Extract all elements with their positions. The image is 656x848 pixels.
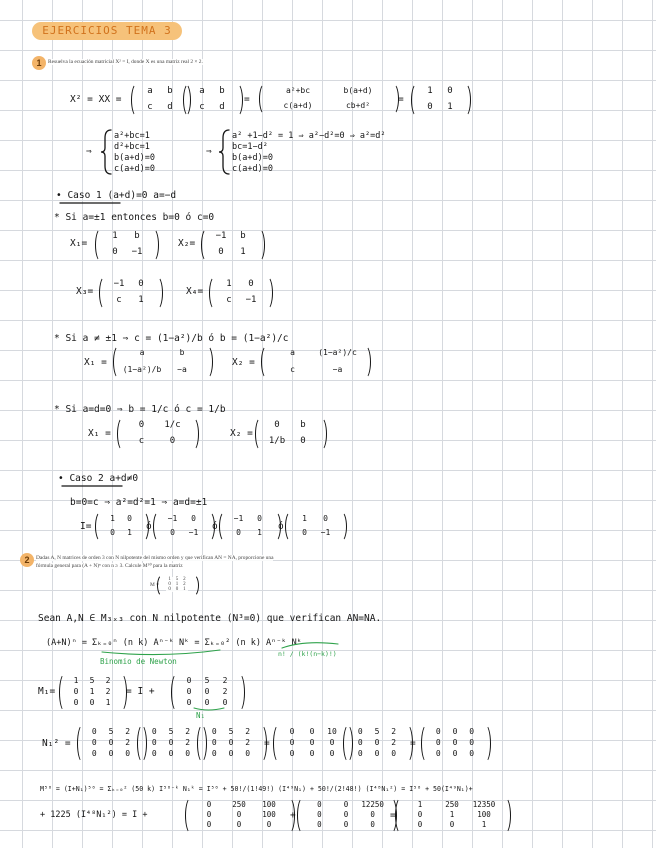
matrix-cell: 0: [206, 810, 212, 819]
m1-eq: = I +: [126, 686, 155, 697]
system-1: a²+bc=1 d²+bc=1 b(a+d)=0 c(a+d)=0: [114, 131, 155, 174]
paren-left: [343, 724, 355, 763]
paren-right: [147, 228, 159, 262]
matrix-cell: 0: [168, 749, 174, 758]
matrix-cell: (1−a²)/c: [318, 348, 357, 357]
matrix-cell: 0: [343, 810, 349, 819]
matrix-cell: 0: [374, 738, 380, 747]
binomial-fraction-underline: [282, 643, 338, 648]
matrix-cell: 0: [452, 738, 458, 747]
matrix-cell: 1: [112, 231, 118, 241]
matrix-cell: 2: [105, 676, 111, 685]
label-x1: X₁=: [70, 238, 88, 249]
matrix-cell: 0: [309, 749, 315, 758]
matrix-cell: 0: [370, 820, 375, 829]
matrix-cell: 1: [105, 698, 111, 707]
matrix-cell: 0: [435, 738, 441, 747]
matrix-cell: 0: [228, 738, 234, 747]
paren-left: [153, 511, 165, 542]
matrix-cell: c: [116, 295, 122, 305]
matrix-cell: 0: [452, 727, 458, 736]
paren-left: [209, 276, 221, 310]
paren-left: [95, 228, 107, 262]
matrix-cell: 1/c: [164, 420, 181, 430]
matrix-cell: 0: [300, 436, 306, 446]
n1-eq-2: =: [410, 738, 416, 749]
paren-left: [95, 511, 107, 542]
matrix-cell: 0: [248, 279, 254, 289]
matrix-cell: 0: [191, 514, 196, 523]
matrix-cell: b: [179, 348, 185, 357]
matrix-cell: d: [219, 102, 225, 112]
matrix-cell: b: [134, 231, 140, 241]
matrix-cell: 0: [357, 749, 363, 758]
matrix-cell: 1: [302, 514, 307, 523]
label-x4: X₄=: [186, 286, 204, 297]
matrix-cell: 1: [183, 587, 186, 592]
matrix-cell: 0: [73, 698, 79, 707]
statement-matrix-label: M =: [150, 582, 160, 588]
matrix-cell: 0: [435, 749, 441, 758]
matrix-cell: 2: [245, 727, 251, 736]
n1-underline: [194, 708, 224, 710]
matrix-cell: 0: [186, 687, 192, 696]
case-2-result: b=0=c ⇒ a²=d²=1 ⇒ a=d=±1: [70, 497, 208, 508]
paren-right: [187, 417, 199, 451]
binomial-formula: (A+N)ⁿ = Σₖ₌₀ⁿ (n k) Aⁿ⁻ᵏ Nᵏ = Σₖ₌₀² (n k) Aⁿ⁻ᵏ Nᵏ: [46, 638, 302, 648]
matrix-cell: 12250: [361, 800, 384, 809]
matrix-cell: 1: [257, 528, 262, 537]
matrix-cell: 0: [236, 820, 242, 829]
matrix-cell: 1: [175, 582, 179, 587]
matrix-cell: 5: [228, 727, 234, 736]
matrix-cell: 0: [417, 820, 423, 829]
matrix-cell: 1: [226, 279, 232, 289]
label-x6: X₂ =: [232, 357, 255, 368]
matrix-cell: 0: [175, 587, 179, 592]
paren-left: [157, 574, 169, 597]
brace-system-1: [101, 130, 111, 174]
matrix-cell: 2: [245, 738, 251, 747]
matrix-cell: 0: [343, 820, 349, 829]
matrix-cell: 2: [125, 738, 131, 747]
matrix-cell: 0: [370, 810, 375, 819]
matrix-cell: 1/b: [268, 436, 286, 446]
paren-left: [219, 511, 231, 542]
matrix-cell: 1: [168, 577, 171, 582]
eq-sign-1: =: [244, 94, 250, 105]
matrix-cell: 0: [309, 738, 315, 747]
paren-left: [99, 276, 111, 310]
paren-left: [59, 673, 71, 712]
matrix-cell: 0: [374, 749, 380, 758]
exercise-number-1: 1: [32, 56, 46, 70]
matrix-cell: 2: [105, 687, 111, 696]
matrix-cell: −1: [113, 279, 125, 289]
matrix-cell: 0: [91, 727, 97, 736]
matrix-cell: 0: [236, 528, 241, 537]
paren-left: [113, 345, 125, 379]
matrix-cell: 100: [477, 810, 491, 819]
matrix-cell: b: [167, 86, 173, 96]
matrix-cell: 1: [417, 800, 423, 809]
paren-left: [259, 83, 271, 115]
paren-left: [421, 724, 433, 763]
matrix-cell: c: [199, 102, 205, 112]
paren-right: [233, 673, 245, 712]
matrix-cell: 0: [204, 698, 210, 707]
paren-left: [297, 797, 309, 834]
case-1-subcase-c: * Si a=d=0 ⇒ b = 1/c ó c = 1/b: [54, 404, 226, 415]
matrix-cell: 1: [427, 86, 433, 96]
paren-left: [411, 83, 423, 117]
binomial-note: Binomio de Newton: [100, 657, 177, 666]
matrix-cell: 250: [445, 800, 459, 809]
matrix-cell: (1−a²)/b: [122, 365, 162, 374]
paren-right: [201, 345, 213, 379]
matrix-cell: 1: [127, 528, 132, 537]
matrix-cell: 0: [206, 820, 212, 829]
paren-left: [117, 417, 129, 451]
n1-eq-1: =: [264, 738, 270, 749]
matrix-cell: c(a+d): [283, 101, 313, 110]
label-x5: X₁ =: [84, 357, 107, 368]
matrix-cell: −a: [177, 365, 187, 374]
implies-arrow-2: ⇒: [206, 146, 212, 157]
final-label: I=: [80, 521, 92, 532]
matrix-cell: −1: [245, 295, 257, 305]
matrix-cell: d: [167, 102, 173, 112]
matrix-cell: 2: [185, 727, 191, 736]
matrix-cell: 5: [108, 727, 114, 736]
matrix-cell: 0: [289, 749, 295, 758]
matrix-cell: 0: [211, 749, 217, 758]
paren-right: [359, 345, 371, 379]
paren-right: [283, 797, 295, 834]
matrix-cell: 0: [138, 279, 144, 289]
binomial-underline: [102, 650, 220, 655]
paren-right: [315, 417, 327, 451]
matrix-cell: 0: [108, 738, 114, 747]
matrix-cell: a: [290, 348, 295, 357]
paren-right: [137, 511, 149, 542]
matrix-cell: 1: [110, 514, 115, 523]
or-sep-2: ó: [212, 521, 218, 532]
exercise-2-statement-line-2: fórmula general para (A + N)ⁿ con n ≥ 3. Calcule M⁵⁰ para la matriz: [36, 563, 183, 569]
paren-left: [137, 724, 149, 763]
matrix-cell: 0: [357, 727, 363, 736]
matrix-cell: 0: [317, 800, 322, 809]
matrix-cell: 0: [151, 738, 157, 747]
matrix-cell: 0: [228, 749, 234, 758]
matrix-cell: 0: [469, 749, 475, 758]
matrix-cell: −1: [320, 528, 331, 537]
matrix-cell: 0: [185, 749, 191, 758]
matrix-cell: 2: [222, 687, 228, 696]
paren-right: [499, 797, 511, 834]
matrix-cell: 0: [329, 749, 335, 758]
matrix-cell: 0: [151, 749, 157, 758]
matrix-cell: 1: [447, 102, 453, 112]
matrix-cell: 5: [204, 676, 210, 685]
paren-right: [335, 511, 347, 542]
matrix-cell: 0: [323, 514, 328, 523]
matrix-cell: 0: [125, 749, 131, 758]
case-1-heading: • Caso 1 (a+d)=0 a=−d: [56, 190, 177, 201]
exercise-2-statement-line-1: Dadas A, N matrices de orden 3 con N nilpotente del mismo orden y que verifican AN = NA, proporcione una: [36, 555, 274, 561]
matrix-cell: 0: [427, 102, 433, 112]
matrix-cell: c: [226, 295, 232, 305]
matrix-cell: a: [199, 86, 205, 96]
matrix-cell: 0: [211, 727, 217, 736]
n1-squared-label: N₁² =: [42, 738, 71, 749]
matrix-cell: 0: [357, 738, 363, 747]
matrix-cell: 5: [168, 727, 174, 736]
matrix-cell: 2: [391, 738, 397, 747]
matrix-cell: 0: [112, 247, 118, 257]
matrix-cell: 2: [222, 676, 228, 685]
or-sep-1: ó: [146, 521, 152, 532]
paren-left: [395, 797, 407, 834]
matrix-cell: c: [290, 365, 295, 374]
matrix-cell: a²+bc: [285, 86, 311, 95]
matrix-cell: 0: [317, 810, 322, 819]
matrix-cell: 0: [151, 727, 157, 736]
paren-right: [253, 228, 265, 262]
matrix-cell: 1: [449, 810, 455, 819]
matrix-cell: −1: [233, 514, 244, 523]
paren-left: [131, 83, 143, 117]
matrix-cell: 100: [262, 800, 276, 809]
m50-eq: =: [390, 810, 396, 821]
matrix-cell: 0: [168, 587, 171, 592]
matrix-cell: 0: [186, 676, 192, 685]
matrix-cell: cb+d²: [345, 101, 371, 110]
matrix-cell: 0: [274, 420, 280, 430]
system-2: a² +1−d² = 1 ⇒ a²−d²=0 ⇒ a²=d² bc=1−d² b(a+d)=0 c(a+d)=0: [232, 131, 386, 174]
matrix-cell: 0: [218, 247, 224, 257]
binomial-fraction-note: n! / (k!(n−k)!): [278, 650, 337, 658]
matrix-cell: 0: [236, 810, 242, 819]
matrix-cell: 0: [447, 86, 453, 96]
eq-sign-2: =: [398, 94, 404, 105]
paren-left: [77, 724, 89, 763]
matrix-cell: 0: [168, 582, 171, 587]
paren-right: [151, 276, 163, 310]
paren-right: [387, 83, 399, 115]
matrix-cell: 0: [417, 810, 423, 819]
exercise-1-statement: Resuelva la ecuación matricial X² = I, donde X es una matriz real 2 × 2.: [48, 59, 203, 65]
paren-right: [261, 276, 273, 310]
paren-left: [183, 83, 195, 117]
paren-right: [401, 724, 413, 763]
matrix-cell: 1: [138, 295, 144, 305]
matrix-cell: 0: [391, 749, 397, 758]
matrix-cell: 0: [91, 738, 97, 747]
matrix-cell: −1: [188, 528, 199, 537]
matrix-cell: a: [147, 86, 153, 96]
matrix-cell: 0: [449, 820, 455, 829]
paren-right: [459, 83, 471, 117]
matrix-cell: 0: [289, 738, 295, 747]
case-1-subcase-b: * Si a ≠ ±1 ⇒ c = (1−a²)/b ó b = (1−a²)/c: [54, 333, 289, 344]
matrix-cell: 0: [302, 528, 307, 537]
matrix-cell: −1: [215, 231, 227, 241]
paren-right: [269, 511, 281, 542]
matrix-cell: 0: [452, 749, 458, 758]
paren-left: [201, 228, 213, 262]
matrix-cell: c: [147, 102, 153, 112]
matrix-cell: 0: [245, 749, 251, 758]
matrix-cell: 0: [204, 687, 210, 696]
paren-right: [187, 574, 199, 597]
case-1-subcase-a: * Si a=±1 entonces b=0 ó c=0: [54, 212, 215, 223]
matrix-cell: 0: [89, 698, 95, 707]
matrix-cell: 5: [89, 676, 95, 685]
matrix-cell: 2: [185, 738, 191, 747]
matrix-cell: 1: [481, 820, 487, 829]
matrix-cell: 0: [91, 749, 97, 758]
matrix-cell: 0: [206, 800, 212, 809]
matrix-cell: 0: [168, 738, 174, 747]
matrix-cell: a: [139, 348, 145, 357]
matrix-cell: 0: [186, 698, 192, 707]
page-title: EJERCICIOS TEMA 3: [32, 22, 182, 40]
m50-plus: +: [290, 810, 296, 821]
matrix-cell: 0: [266, 820, 272, 829]
matrix-cell: 0: [170, 528, 175, 537]
matrix-cell: b: [240, 231, 246, 241]
matrix-cell: 0: [211, 738, 217, 747]
sean-line: Sean A,N ∈ M₃ₓ₃ con N nilpotente (N³=0) que verifican AN=NA.: [38, 613, 382, 624]
paren-right: [255, 724, 267, 763]
matrix-cell: 2: [183, 577, 186, 582]
paren-right: [203, 511, 215, 542]
paren-left: [255, 417, 267, 451]
matrix-cell: 5: [374, 727, 380, 736]
matrix-cell: 1: [73, 676, 79, 685]
matrix-cell: 0: [469, 727, 475, 736]
matrix-cell: 0: [289, 727, 295, 736]
matrix-cell: 10: [327, 727, 337, 736]
paren-right: [115, 673, 127, 712]
exercise-number-2: 2: [20, 553, 34, 567]
case-2-heading: • Caso 2 a+d≠0: [58, 473, 139, 484]
matrix-cell: 12350: [472, 800, 496, 809]
matrix-cell: 5: [175, 577, 179, 582]
paren-left: [185, 797, 197, 834]
matrix-cell: b(a+d): [343, 86, 373, 95]
matrix-cell: 1: [89, 687, 95, 696]
matrix-cell: −1: [131, 247, 143, 257]
label-x3: X₃=: [76, 286, 94, 297]
matrix-cell: 0: [110, 528, 115, 537]
matrix-cell: 0: [329, 738, 335, 747]
matrix-cell: 0: [435, 727, 441, 736]
matrix-cell: 0: [469, 738, 475, 747]
m50-line-2: + 1225 (I⁴⁸N₁²) = I +: [40, 810, 148, 820]
matrix-cell: 0: [317, 820, 322, 829]
label-x2: X₂=: [178, 238, 196, 249]
matrix-cell: 100: [262, 810, 276, 819]
matrix-cell: 0: [127, 514, 132, 523]
matrix-cell: 0: [343, 800, 349, 809]
eq-x-squared-label: X² = XX =: [70, 94, 122, 105]
matrix-cell: 1: [240, 247, 246, 257]
matrix-cell: 0: [73, 687, 79, 696]
paren-left: [171, 673, 183, 712]
paren-left: [285, 511, 297, 542]
matrix-cell: 0: [222, 698, 228, 707]
matrix-cell: −a: [332, 365, 343, 374]
m50-line-1: M⁵⁰ = (I+N₁)⁵⁰ = Σₖ₌₀² (50 k) I⁵⁰⁻ᵏ N₁ᵏ = I⁵⁰ + 50!/(1!49!) (I⁴⁹N₁) + 50!/(2!48!) (I⁴⁸N₁²) = I⁵⁰ + 50(I⁴⁹N₁)+: [40, 785, 473, 793]
brace-system-2: [219, 130, 229, 174]
paren-left: [197, 724, 209, 763]
n1-note: N₁: [196, 711, 206, 720]
label-x8: X₂ =: [230, 428, 253, 439]
matrix-cell: 0: [169, 436, 176, 446]
matrix-cell: 2: [125, 727, 131, 736]
matrix-cell: 0: [257, 514, 262, 523]
matrix-cell: 0: [309, 727, 315, 736]
matrix-cell: −1: [167, 514, 178, 523]
matrix-cell: c: [138, 436, 145, 446]
matrix-cell: 0: [108, 749, 114, 758]
matrix-cell: 250: [232, 800, 246, 809]
paren-right: [479, 724, 491, 763]
label-x7: X₁ =: [88, 428, 111, 439]
matrix-cell: 2: [183, 582, 186, 587]
implies-arrow-1: ⇒: [86, 146, 92, 157]
matrix-cell: b: [300, 420, 306, 430]
paren-left: [261, 345, 273, 379]
paren-right: [231, 83, 243, 117]
matrix-cell: b: [219, 86, 225, 96]
or-sep-3: ó: [278, 521, 284, 532]
matrix-cell: 2: [391, 727, 397, 736]
paren-left: [273, 724, 285, 763]
matrix-cell: 0: [138, 420, 145, 430]
m1-label: M₁=: [38, 686, 56, 697]
